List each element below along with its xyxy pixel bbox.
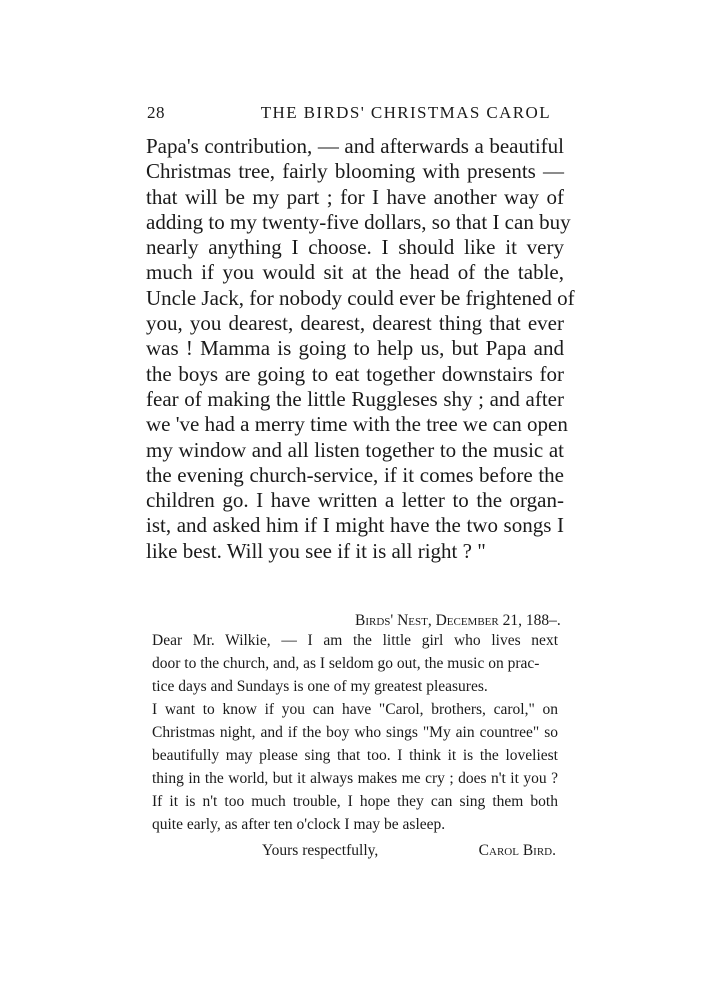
letter-line: If it is n't too much trouble, I hope they can sing them both <box>152 793 558 810</box>
letter-line: Christmas night, and if the boy who sings "My ain countree" so <box>152 724 558 741</box>
letter-line: thing in the world, but it always makes me cry ; does n't it you ? <box>152 770 558 787</box>
body-line: we 've had a merry time with the tree we can open <box>146 412 568 437</box>
body-line: my window and all listen together to the music at <box>146 437 564 462</box>
page-number: 28 <box>147 103 165 122</box>
letter-line: tice days and Sundays is one of my greatest pleasures. <box>152 678 488 695</box>
body-line: Uncle Jack, for nobody could ever be frightened of <box>146 285 575 310</box>
body-line: fear of making the little Ruggleses shy ; and after <box>146 386 564 411</box>
body-line: much if you would sit at the head of the table, <box>146 260 564 285</box>
letter-line: I want to know if you can have "Carol, brothers, carol," on <box>152 701 558 718</box>
body-line: you, you dearest, dearest, dearest thing that ever <box>146 311 564 336</box>
running-title: THE BIRDS' CHRISTMAS CAROL <box>260 103 551 122</box>
body-line: ist, and asked him if I might have the two songs I <box>146 513 564 538</box>
body-line: Christmas tree, fairly blooming with presents — <box>146 159 564 184</box>
body-line: like best. Will you see if it is all right ? " <box>146 538 486 563</box>
body-line: that will be my part ; for I have another way of <box>146 184 564 209</box>
body-line: was ! Mamma is going to help us, but Papa and <box>146 336 564 361</box>
letter-line: Dear Mr. Wilkie, — I am the little girl who lives next <box>152 632 558 649</box>
body-line: the evening church-service, if it comes before the <box>146 462 564 487</box>
body-line: adding to my twenty-five dollars, so that I can buy <box>146 209 571 234</box>
body-line: the boys are going to eat together downstairs for <box>146 361 564 386</box>
body-line: children go. I have written a letter to the organ- <box>146 488 564 513</box>
letter-signature: Carol Bird. <box>478 842 556 859</box>
body-line: Papa's contribution, — and afterwards a beautiful <box>146 134 564 158</box>
letter-dateline: Birds' Nest, December 21, 188–. <box>355 612 561 629</box>
letter-line: door to the church, and, as I seldom go out, the music on prac- <box>152 655 540 672</box>
body-text <box>146 134 575 564</box>
body-line: nearly anything I choose. I should like it very <box>146 235 564 260</box>
letter-text <box>152 629 558 836</box>
letter-closing: Yours respectfully, <box>262 842 379 859</box>
letter-signoff <box>262 842 556 860</box>
letter-line: beautifully may please sing that too. I think it is the loveliest <box>152 747 558 764</box>
letter-line: quite early, as after ten o'clock I may be asleep. <box>152 816 446 833</box>
running-header <box>147 103 551 123</box>
